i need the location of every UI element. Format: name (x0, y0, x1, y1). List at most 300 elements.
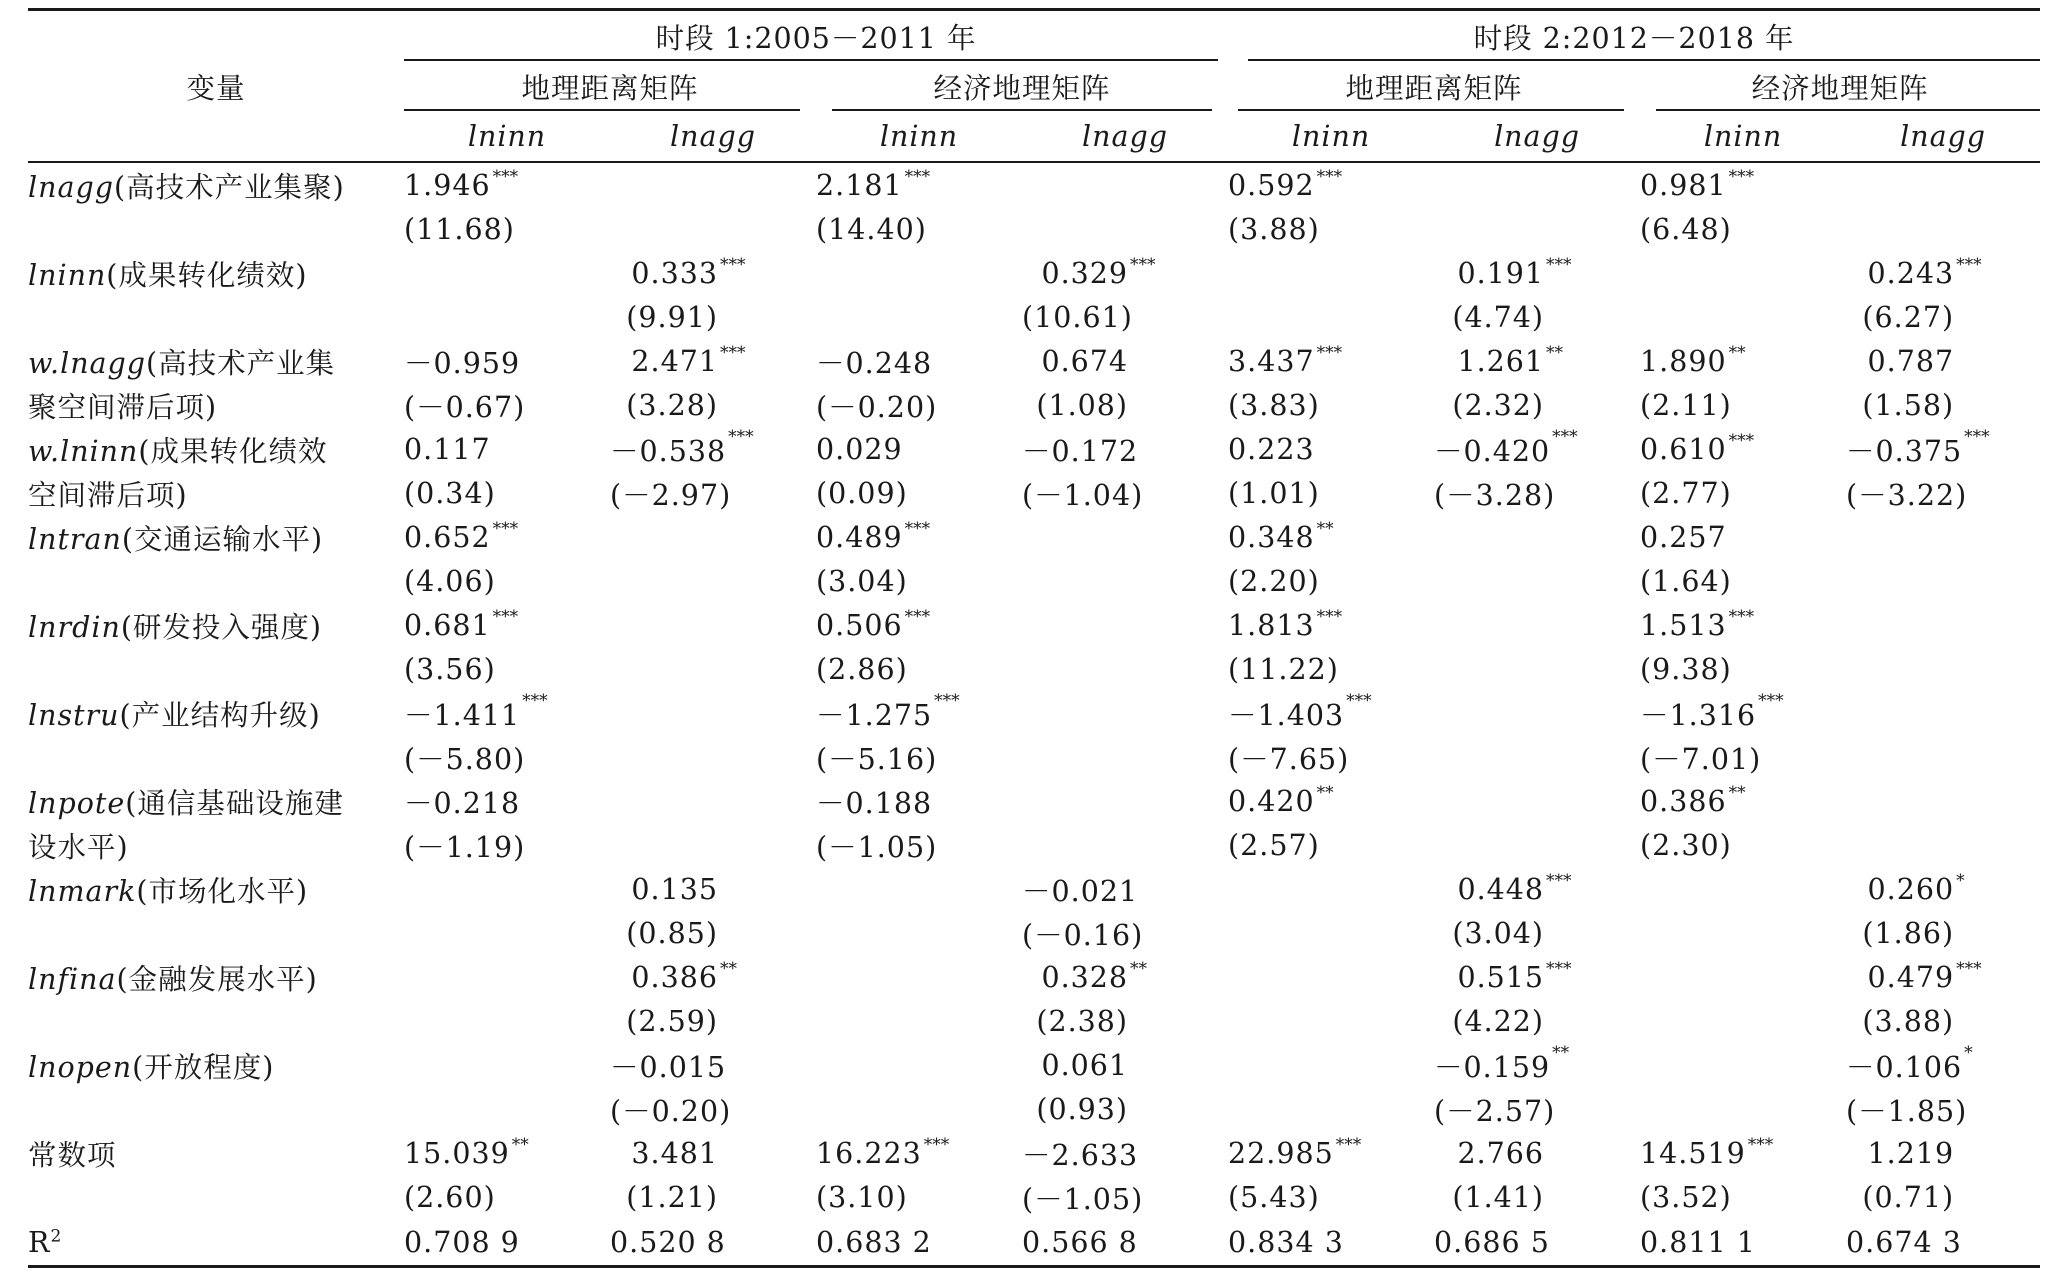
coef-cell (1846, 515, 2040, 559)
coef-value: －0.021 (1022, 874, 1139, 908)
tstat-cell: (1.21) (626, 1180, 718, 1214)
tstat-cell: (3.10) (816, 1180, 908, 1214)
coef-value: 0.610 (1640, 432, 1727, 466)
coef-value: 0.681 (404, 608, 491, 642)
tstat-cell (1228, 295, 1434, 339)
coef-cell (1846, 1043, 2040, 1087)
significance-stars: *** (492, 518, 519, 539)
variable-description: (成果转化绩效 (138, 434, 328, 468)
coef-cell (1846, 339, 2040, 383)
tstat-cell (1434, 647, 1640, 691)
tstat-cell: (2.86) (816, 652, 908, 686)
coef-cell (1228, 251, 1434, 295)
significance-stars: * (1956, 870, 1965, 891)
coef-cell (1434, 515, 1640, 559)
variable-description: (成果转化绩效) (106, 258, 308, 292)
coef-value: －1.403 (1228, 698, 1345, 732)
variable-symbol: lninn (28, 258, 107, 292)
tstat-cell (1022, 647, 1228, 691)
tstat-cell: (－2.97) (610, 478, 732, 512)
coef-value: 1.219 (1867, 1136, 1955, 1170)
coef-value: 0.243 (1867, 256, 1955, 290)
regression-table-container (28, 8, 2048, 1268)
coef-value: 1.946 (404, 168, 491, 202)
coef-cell (1846, 427, 2040, 471)
coef-cell (404, 515, 610, 559)
row-variable-name-line2: 空间滞后项) (28, 478, 188, 512)
coef-value: 0.029 (816, 432, 903, 466)
significance-stars: *** (904, 606, 931, 627)
coef-value: 0.257 (1640, 520, 1727, 554)
coef-value: －0.248 (816, 346, 933, 380)
coef-cell (404, 691, 610, 735)
coef-value: 0.135 (631, 872, 718, 906)
significance-stars: *** (492, 166, 519, 187)
coef-value: 0.506 (816, 608, 903, 642)
coef-cell (610, 779, 816, 823)
coef-cell (1022, 779, 1228, 823)
tstat-cell: (0.93) (1036, 1092, 1129, 1126)
coef-value: 0.674 (1041, 344, 1129, 378)
col-header: lnagg (610, 111, 816, 162)
table-row-tstat (28, 911, 2040, 955)
significance-stars: *** (1728, 430, 1755, 451)
row-variable-name (28, 1131, 404, 1175)
r2-value: 0.683 2 (816, 1219, 1022, 1267)
coef-cell (1022, 339, 1228, 383)
significance-stars: ** (511, 1134, 529, 1155)
table-row-tstat (28, 1087, 2040, 1131)
tstat-cell: (6.27) (1862, 300, 1955, 334)
significance-stars: *** (1130, 254, 1156, 275)
variable-symbol: w.lninn (28, 434, 139, 468)
coef-cell (1640, 603, 1846, 647)
row-variable-name-line2: 设水平) (28, 830, 129, 864)
tstat-cell: (1.86) (1862, 916, 1955, 950)
header-row-periods (28, 10, 2040, 62)
coef-cell (404, 427, 610, 471)
tstat-cell: (4.74) (1452, 300, 1545, 334)
row-variable-name (28, 251, 404, 295)
tstat-cell: (9.38) (1640, 652, 1732, 686)
tstat-cell: (2.38) (1036, 1004, 1129, 1038)
coef-value: 2.471 (631, 344, 718, 378)
tstat-cell (816, 1087, 1022, 1131)
coef-value: 1.261 (1457, 344, 1545, 378)
significance-stars: ** (1316, 782, 1334, 803)
coef-cell (1434, 251, 1640, 295)
significance-stars: *** (1728, 166, 1755, 187)
col-header: lnagg (1022, 111, 1228, 162)
coef-value: 15.039 (404, 1136, 510, 1170)
tstat-cell: (－5.16) (816, 742, 938, 776)
tstat-cell: (2.77) (1640, 476, 1732, 510)
coef-value: 3.481 (631, 1136, 718, 1170)
tstat-cell: (1.41) (1452, 1180, 1545, 1214)
row-variable-name-line2 (28, 911, 404, 955)
coef-cell (404, 251, 610, 295)
tstat-cell: (3.83) (1228, 388, 1320, 422)
significance-stars: *** (1552, 426, 1578, 447)
tstat-cell: (9.91) (626, 300, 718, 334)
col-header: lninn (1640, 111, 1846, 162)
tstat-cell: (2.32) (1452, 388, 1545, 422)
tstat-cell (1846, 207, 2040, 251)
row-variable-name (28, 1043, 404, 1087)
coef-value: －1.411 (404, 698, 521, 732)
tstat-cell (1022, 735, 1228, 779)
coef-cell (816, 691, 1022, 735)
coef-cell (1846, 779, 2040, 823)
significance-stars: *** (1956, 254, 1982, 275)
tstat-cell: (14.40) (816, 212, 927, 246)
tstat-cell (610, 735, 816, 779)
significance-stars: *** (720, 254, 746, 275)
tstat-cell (1846, 823, 2040, 867)
col-header: lninn (1228, 111, 1434, 162)
tstat-cell (1846, 735, 2040, 779)
tstat-cell (404, 295, 610, 339)
coef-value: 0.386 (631, 960, 718, 994)
table-row-coef (28, 691, 2040, 735)
coef-cell (404, 955, 610, 999)
coef-cell (610, 427, 816, 471)
row-variable-name-line2 (28, 1175, 404, 1219)
col-header: lnagg (1846, 111, 2040, 162)
tstat-cell: (－3.28) (1434, 478, 1556, 512)
coef-cell (1640, 162, 1846, 207)
coef-cell (1434, 427, 1640, 471)
tstat-cell: (4.22) (1452, 1004, 1545, 1038)
significance-stars: *** (904, 518, 931, 539)
row-variable-name (28, 955, 404, 999)
coef-value: 0.386 (1640, 784, 1727, 818)
coef-value: 0.260 (1867, 872, 1955, 906)
significance-stars: ** (1728, 782, 1746, 803)
tstat-cell: (1.58) (1862, 388, 1955, 422)
variable-description: (开放程度) (132, 1050, 275, 1084)
row-variable-name (28, 339, 404, 383)
tstat-cell: (－7.65) (1228, 742, 1350, 776)
variable-description: (通信基础设施建 (125, 786, 344, 820)
coef-cell (1022, 515, 1228, 559)
tstat-cell: (－5.80) (404, 742, 526, 776)
coef-cell (1022, 1043, 1228, 1087)
significance-stars: *** (1956, 958, 1982, 979)
coef-value: －0.159 (1434, 1050, 1551, 1084)
regression-table (28, 8, 2040, 1268)
coef-value: 0.981 (1640, 168, 1727, 202)
coef-cell (1640, 955, 1846, 999)
significance-stars: *** (1546, 254, 1572, 275)
tstat-cell (404, 911, 610, 955)
tstat-cell: (6.48) (1640, 212, 1732, 246)
coef-cell (1228, 339, 1434, 383)
coef-value: 0.191 (1457, 256, 1545, 290)
variable-description: (研发投入强度) (120, 610, 323, 644)
significance-stars: ** (720, 958, 737, 979)
tstat-cell: (1.08) (1036, 388, 1129, 422)
table-row-coef (28, 162, 2040, 207)
tstat-cell (1434, 207, 1640, 251)
coef-cell (1640, 515, 1846, 559)
coef-cell (610, 955, 816, 999)
table-row-tstat (28, 735, 2040, 779)
row-variable-name (28, 691, 404, 735)
coef-cell (1640, 867, 1846, 911)
row-variable-name-line2 (28, 735, 404, 779)
significance-stars: ** (1130, 958, 1148, 979)
tstat-cell: (3.28) (626, 388, 718, 422)
tstat-cell (404, 999, 610, 1043)
coef-value: 0.333 (631, 256, 718, 290)
tstat-cell (816, 295, 1022, 339)
coef-cell (1434, 955, 1640, 999)
coef-cell (1846, 162, 2040, 207)
r2-value: 0.811 1 (1640, 1219, 1846, 1267)
row-variable-name-line2 (28, 647, 404, 691)
tstat-cell: (－1.85) (1846, 1094, 1968, 1128)
tstat-cell: (－0.16) (1022, 918, 1144, 952)
row-variable-name (28, 162, 404, 207)
coef-value: 0.061 (1041, 1048, 1129, 1082)
significance-stars: *** (1316, 606, 1343, 627)
tstat-cell (1640, 1087, 1846, 1131)
tstat-cell: (－0.20) (610, 1094, 732, 1128)
tstat-cell (1228, 999, 1434, 1043)
tstat-cell: (0.85) (626, 916, 718, 950)
coef-value: 0.328 (1041, 960, 1129, 994)
coef-cell (404, 1131, 610, 1175)
tstat-cell: (－1.05) (816, 830, 938, 864)
tstat-cell (610, 823, 816, 867)
table-row-coef (28, 955, 2040, 999)
coef-value: 22.985 (1228, 1136, 1334, 1170)
coef-cell (816, 603, 1022, 647)
tstat-cell: (2.30) (1640, 828, 1732, 862)
r2-value: 0.686 5 (1434, 1219, 1640, 1267)
coef-cell (1228, 1131, 1434, 1175)
tstat-cell (1228, 911, 1434, 955)
tstat-cell: (3.52) (1640, 1180, 1732, 1214)
tstat-cell (1640, 999, 1846, 1043)
r2-label (28, 1219, 404, 1267)
tstat-cell (1640, 911, 1846, 955)
header-matrix-2: 经济地理矩阵 (816, 61, 1228, 111)
coef-cell (1228, 691, 1434, 735)
significance-stars: *** (923, 1134, 950, 1155)
coef-cell (610, 867, 816, 911)
significance-stars: *** (1546, 870, 1572, 891)
variable-symbol: lnopen (28, 1050, 133, 1084)
significance-stars: *** (720, 342, 746, 363)
coef-cell (816, 515, 1022, 559)
tstat-cell: (－2.57) (1434, 1094, 1556, 1128)
coef-value: －2.633 (1022, 1138, 1139, 1172)
coef-cell (816, 779, 1022, 823)
coef-value: －1.275 (816, 698, 933, 732)
row-variable-name (28, 515, 404, 559)
variable-description: (交通运输水平) (121, 522, 324, 556)
r2-superscript: 2 (50, 1226, 63, 1246)
table-row-tstat (28, 647, 2040, 691)
tstat-cell: (－3.22) (1846, 478, 1968, 512)
r2-value: 0.708 9 (404, 1219, 610, 1267)
coef-cell (610, 162, 816, 207)
col-header: lninn (404, 111, 610, 162)
coef-cell (1228, 955, 1434, 999)
tstat-cell (1022, 207, 1228, 251)
coef-cell (1434, 691, 1640, 735)
coef-cell (1846, 1131, 2040, 1175)
coef-value: －0.420 (1434, 434, 1551, 468)
coef-cell (1228, 867, 1434, 911)
significance-stars: *** (492, 606, 519, 627)
significance-stars: ** (1552, 1042, 1570, 1063)
variable-symbol: lntran (28, 522, 122, 556)
coef-value: －0.188 (816, 786, 933, 820)
variable-description: (市场化水平) (136, 874, 309, 908)
row-variable-name-line2 (28, 999, 404, 1043)
tstat-cell: (5.43) (1228, 1180, 1320, 1214)
coef-cell (1228, 515, 1434, 559)
header-matrix-4: 经济地理矩阵 (1640, 61, 2040, 111)
tstat-cell: (1.64) (1640, 564, 1732, 598)
table-row-coef (28, 339, 2040, 383)
coef-cell (1640, 339, 1846, 383)
tstat-cell: (2.11) (1640, 388, 1732, 422)
coef-cell (816, 1043, 1022, 1087)
table-row-coef (28, 1043, 2040, 1087)
coef-value: 0.787 (1867, 344, 1955, 378)
coef-cell (610, 1043, 816, 1087)
table-row-coef (28, 779, 2040, 823)
table-row-r2 (28, 1219, 2040, 1267)
significance-stars: ** (1316, 518, 1334, 539)
table-row-tstat (28, 207, 2040, 251)
tstat-cell: (10.61) (1022, 300, 1133, 334)
variable-description: (高技术产业集聚) (113, 170, 345, 204)
tstat-cell: (1.01) (1228, 476, 1320, 510)
coef-cell (404, 339, 610, 383)
coef-cell (1640, 691, 1846, 735)
coef-cell (1846, 603, 2040, 647)
tstat-cell (610, 647, 816, 691)
coef-value: －0.959 (404, 346, 521, 380)
coef-cell (610, 603, 816, 647)
coef-cell (1434, 339, 1640, 383)
header-matrix-1: 地理距离矩阵 (404, 61, 816, 111)
coef-value: 1.813 (1228, 608, 1315, 642)
significance-stars: *** (1728, 606, 1755, 627)
coef-cell (1434, 1043, 1640, 1087)
r2-value: 0.566 8 (1022, 1219, 1228, 1267)
coef-cell (1228, 1043, 1434, 1087)
coef-cell (610, 691, 816, 735)
tstat-cell: (－1.19) (404, 830, 526, 864)
coef-cell (1846, 251, 2040, 295)
tstat-cell (1434, 823, 1640, 867)
coef-cell (816, 339, 1022, 383)
row-variable-name-line2 (28, 559, 404, 603)
tstat-cell: (0.71) (1862, 1180, 1955, 1214)
variable-symbol: lnpote (28, 786, 126, 820)
tstat-cell: (3.88) (1228, 212, 1320, 246)
tstat-cell (1640, 295, 1846, 339)
significance-stars: *** (1546, 958, 1572, 979)
significance-stars: *** (1964, 426, 1990, 447)
significance-stars: *** (1747, 1134, 1774, 1155)
row-variable-name-line2 (28, 1087, 404, 1131)
coef-cell (1434, 1131, 1640, 1175)
coef-cell (1846, 867, 2040, 911)
table-row-tstat (28, 999, 2040, 1043)
tstat-cell: (3.56) (404, 652, 496, 686)
coef-value: －0.538 (610, 434, 727, 468)
col-header: lnagg (1434, 111, 1640, 162)
tstat-cell: (2.57) (1228, 828, 1320, 862)
variable-description: (产业结构升级) (119, 698, 321, 732)
coef-cell (1022, 427, 1228, 471)
tstat-cell (1434, 559, 1640, 603)
coef-value: 1.513 (1640, 608, 1727, 642)
coef-value: －0.218 (404, 786, 521, 820)
tstat-cell: (－0.67) (404, 390, 526, 424)
coef-cell (1022, 867, 1228, 911)
row-variable-name (28, 779, 404, 823)
coef-cell (1640, 251, 1846, 295)
coef-cell (816, 955, 1022, 999)
significance-stars: *** (1758, 690, 1784, 711)
tstat-cell (816, 911, 1022, 955)
coef-value: －0.172 (1022, 434, 1139, 468)
tstat-cell (1022, 823, 1228, 867)
coef-cell (1434, 162, 1640, 207)
table-row-tstat (28, 1175, 2040, 1219)
variable-symbol: lnmark (28, 874, 137, 908)
tstat-cell (404, 1087, 610, 1131)
table-row-tstat (28, 823, 2040, 867)
coef-cell (404, 603, 610, 647)
coef-cell (610, 1131, 816, 1175)
coef-value: 3.437 (1228, 344, 1315, 378)
tstat-cell: (－1.04) (1022, 478, 1144, 512)
table-row-coef (28, 603, 2040, 647)
coef-cell (1434, 867, 1640, 911)
table-row-tstat (28, 559, 2040, 603)
significance-stars: *** (934, 690, 960, 711)
r2-letter: R (28, 1225, 51, 1259)
coef-cell (1640, 1131, 1846, 1175)
significance-stars: *** (1346, 690, 1372, 711)
variable-description: 常数项 (28, 1138, 117, 1172)
coef-cell (610, 251, 816, 295)
coef-value: 1.890 (1640, 344, 1727, 378)
coef-cell (1228, 162, 1434, 207)
coef-value: 0.420 (1228, 784, 1315, 818)
coef-cell (404, 162, 610, 207)
tstat-cell: (－0.20) (816, 390, 938, 424)
header-period-1: 时段 1:2005－2011 年 (404, 10, 1228, 62)
coef-value: 2.181 (816, 168, 903, 202)
coef-cell (1228, 779, 1434, 823)
tstat-cell (816, 999, 1022, 1043)
r2-value: 0.834 3 (1228, 1219, 1434, 1267)
coef-cell (816, 867, 1022, 911)
tstat-cell (1846, 647, 2040, 691)
tstat-cell: (0.34) (404, 476, 496, 510)
significance-stars: *** (522, 690, 548, 711)
